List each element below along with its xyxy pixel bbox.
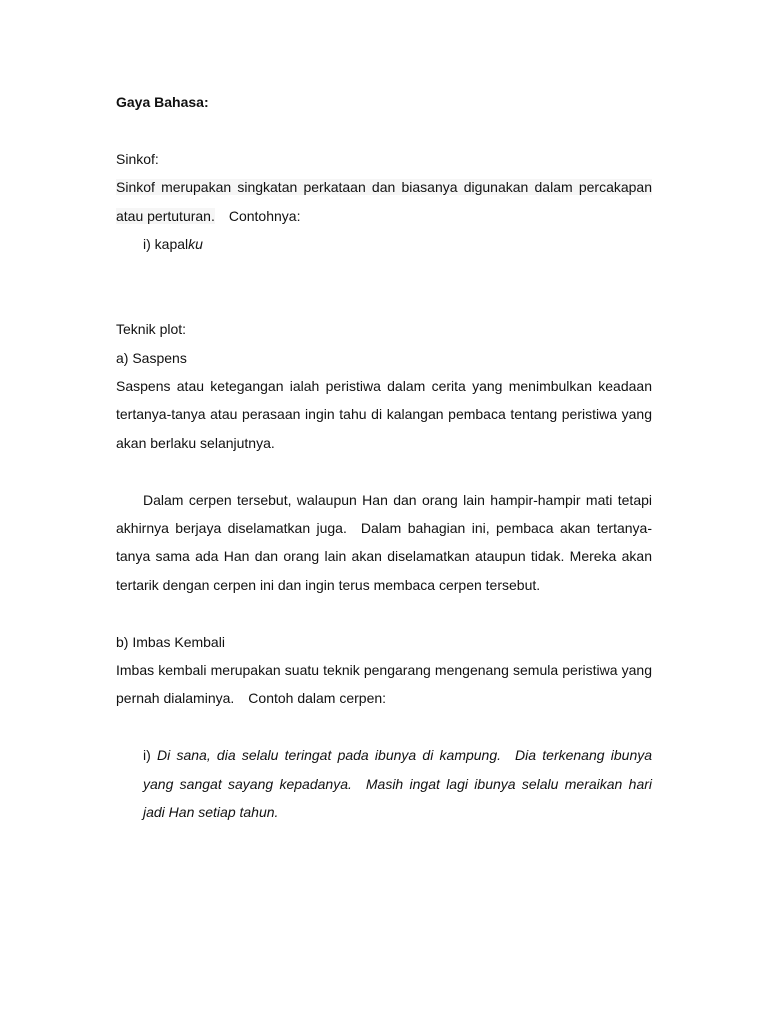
sinkof-example-word: i) kapal — [143, 236, 189, 253]
imbas-kembali-example — [116, 741, 652, 826]
imbas-kembali-example-lead: Contoh dalam cerpen: — [248, 690, 387, 707]
document-page — [116, 88, 652, 826]
saspens-explanation-part2: Dalam bahagian ini, pembaca akan tertanya-tanya sama ada Han dan orang lain akan diselamatkan ataupun tidak. Mereka akan tertarik dengan cerpen ini dan ingin terus membaca cerpen tersebut. — [116, 520, 652, 593]
imbas-kembali-heading: b) Imbas Kembali — [116, 633, 225, 650]
sinkof-heading: Sinkof: — [116, 150, 159, 167]
imbas-kembali-example-sentence2: Dia terkenang ibunya yang sangat sayang kepadanya. — [143, 747, 653, 792]
teknik-plot-heading: Teknik plot: — [116, 321, 187, 338]
sinkof-example-suffix: ku — [188, 236, 203, 253]
section-title: Gaya Bahasa: — [116, 94, 209, 110]
imbas-kembali-example-sentence3: Masih ingat lagi ibunya selalu meraikan hari jadi Han setiap tahun. — [143, 775, 652, 821]
saspens-explanation — [116, 486, 652, 600]
saspens-definition: Saspens atau ketegangan ialah peristiwa dalam cerita yang menimbulkan keadaan tertanya-tanya atau perasaan ingin tahu di kalangan pembaca tentang peristiwa yang akan berlaku selanjutnya. — [116, 378, 652, 451]
sinkof-paragraph — [116, 173, 652, 230]
sinkof-definition: Sinkof merupakan singkatan perkataan dan biasanya digunakan dalam percakapan atau pertuturan. — [116, 179, 652, 224]
spacer — [116, 713, 652, 741]
spacer — [116, 457, 652, 485]
imbas-kembali-example-sentence1: Di sana, dia selalu teringat pada ibunya di kampung. — [157, 747, 502, 764]
spacer — [116, 258, 652, 315]
saspens-heading: a) Saspens — [116, 349, 187, 366]
saspens-explanation-part1: Dalam cerpen tersebut, walaupun Han dan orang lain hampir-hampir mati tetapi akhirnya berjaya diselamatkan juga. — [116, 491, 652, 537]
imbas-kembali-definition: Imbas kembali merupakan suatu teknik pengarang mengenang semula peristiwa yang pernah dialaminya. — [116, 662, 652, 707]
sinkof-example-lead: Contohnya: — [228, 207, 301, 224]
imbas-kembali-paragraph — [116, 656, 652, 713]
imbas-kembali-example-marker: i) — [143, 747, 151, 764]
sinkof-example — [116, 230, 652, 258]
spacer — [116, 599, 652, 627]
spacer — [116, 116, 652, 144]
